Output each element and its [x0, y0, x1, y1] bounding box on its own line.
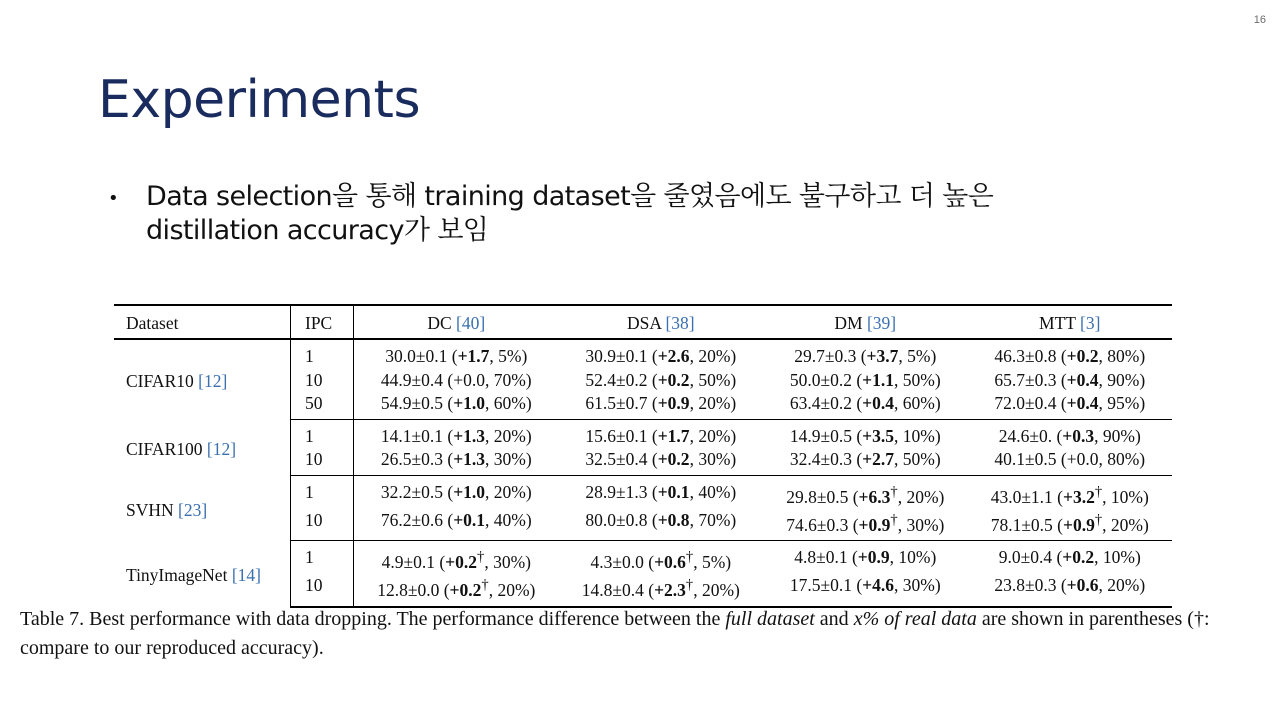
dataset-cell [114, 541, 291, 607]
table-body [114, 339, 1172, 607]
result-cell: 15.6±0.1 (+1.7, 20%) [585, 425, 737, 446]
header-ipc: IPC [291, 305, 354, 339]
page-number: 16 [1253, 14, 1266, 26]
result-cell: 23.8±0.3 (+0.6, 20%) [968, 574, 1172, 606]
results-table-figure [114, 304, 1172, 608]
result-cell: 14.1±0.1 (+1.3, 20%) [380, 425, 532, 446]
table-caption: Table 7. Best performance with data dropping. The performance difference between the full dataset and x% of real data are shown in parentheses (†: compare to our reproduced accuracy). [20, 608, 1210, 659]
result-cell: 9.0±0.4 (+0.2, 10%) [998, 547, 1141, 568]
table-row [114, 475, 1172, 509]
improvement-value: +1.3 [453, 449, 486, 469]
improvement-value: +0.0 [453, 369, 485, 390]
improvement-value: +3.2 [1063, 486, 1095, 507]
result-cell: 46.3±0.8 (+0.2, 80%) [994, 346, 1146, 366]
improvement-value: +3.5 [862, 425, 895, 446]
ipc-cell: 1 [291, 475, 354, 509]
table-row [114, 541, 1172, 575]
dagger-mark: † [1094, 483, 1103, 500]
result-cell: 30.0±0.1 (+1.7, 5%) [385, 346, 528, 366]
dataset-ref: [12] [198, 371, 228, 392]
result-cell: 44.9±0.4 (+0.0, 70%) [380, 369, 532, 390]
improvement-value: +2.6 [657, 346, 690, 366]
bullet-dot-icon: • [108, 188, 119, 209]
ipc-cell: 1 [291, 541, 354, 575]
result-cell: 4.9±0.1 (+0.2†, 30%) [381, 549, 531, 572]
result-cell: 76.2±0.6 (+0.1, 40%) [354, 509, 559, 541]
dataset-name: SVHN [126, 499, 174, 520]
dataset-name: TinyImageNet [126, 565, 228, 586]
improvement-value: +0.9 [657, 393, 690, 413]
ipc-cell: 10 [291, 574, 354, 606]
improvement-value: +2.7 [862, 449, 895, 469]
ipc-cell: 1 [291, 339, 354, 369]
result-cell: 50.0±0.2 (+1.1, 50%) [789, 369, 941, 390]
dataset-ref: [14] [231, 565, 261, 586]
dataset-name: CIFAR10 [126, 371, 194, 392]
improvement-value: +0.2 [657, 369, 690, 390]
result-cell: 78.1±0.5 (+0.9†, 20%) [968, 509, 1172, 541]
improvement-value: +1.3 [453, 425, 486, 446]
result-cell: 61.5±0.7 (+0.9, 20%) [559, 392, 763, 419]
improvement-value: +1.0 [453, 393, 486, 413]
improvement-value: +0.4 [1066, 369, 1099, 390]
header-dataset: Dataset [114, 305, 291, 339]
header-method-mtt: MTT [3] [968, 305, 1172, 339]
improvement-value: +0.8 [657, 509, 690, 530]
result-cell: 80.0±0.8 (+0.8, 70%) [559, 509, 763, 541]
result-cell: 4.8±0.1 (+0.9, 10%) [794, 547, 937, 568]
result-cell: 26.5±0.3 (+1.3, 30%) [354, 448, 559, 475]
improvement-value: +1.0 [453, 481, 486, 502]
improvement-value: +0.2 [1066, 346, 1099, 366]
header-method-dsa: DSA [38] [559, 305, 763, 339]
result-cell: 65.7±0.3 (+0.4, 90%) [994, 369, 1146, 390]
improvement-value: +1.7 [657, 425, 690, 446]
result-cell: 29.7±0.3 (+3.7, 5%) [794, 346, 937, 366]
improvement-value: +0.2 [449, 580, 482, 601]
result-cell: 32.2±0.5 (+1.0, 20%) [380, 481, 532, 502]
ipc-cell: 50 [291, 392, 354, 419]
table-header-row [114, 305, 1172, 339]
dataset-cell [114, 339, 291, 419]
result-cell: 12.8±0.0 (+0.2†, 20%) [354, 574, 559, 606]
dagger-mark: † [1094, 511, 1103, 528]
improvement-value: +1.7 [457, 346, 490, 366]
header-method-dc: DC [40] [354, 305, 559, 339]
result-cell: 14.9±0.5 (+3.5, 10%) [789, 425, 941, 446]
result-cell: 72.0±0.4 (+0.4, 95%) [968, 392, 1172, 419]
result-cell: 14.8±0.4 (+2.3†, 20%) [559, 574, 763, 606]
improvement-value: +6.3 [858, 486, 891, 507]
dagger-mark: † [890, 483, 898, 500]
improvement-value: +0.1 [453, 509, 486, 530]
result-cell: 29.8±0.5 (+6.3†, 20%) [786, 483, 945, 507]
result-cell: 17.5±0.1 (+4.6, 30%) [763, 574, 967, 606]
result-cell: 54.9±0.5 (+1.0, 60%) [354, 392, 559, 419]
result-cell: 24.6±0. (+0.3, 90%) [998, 425, 1141, 446]
improvement-value: +1.1 [862, 369, 895, 390]
bullet-text: Data selection을 통해 training dataset을 줄였음에도 불구하고 더 높은 distillation accuracy가 보임 [146, 181, 994, 246]
dataset-cell [114, 475, 291, 541]
dagger-mark: † [890, 511, 898, 528]
dagger-mark: † [685, 549, 694, 566]
improvement-value: +0.1 [657, 481, 690, 502]
improvement-value: +0.9 [857, 547, 890, 568]
improvement-value: +0.9 [1063, 514, 1095, 535]
improvement-value: +0.4 [862, 393, 895, 413]
ipc-cell: 10 [291, 509, 354, 541]
results-table [114, 304, 1172, 608]
bullet-item [108, 180, 1108, 248]
result-cell: 43.0±1.1 (+3.2†, 10%) [990, 483, 1149, 507]
ipc-cell: 10 [291, 369, 354, 393]
result-cell: 30.9±0.1 (+2.6, 20%) [585, 346, 737, 366]
improvement-value: +3.7 [866, 346, 899, 366]
result-cell: 63.4±0.2 (+0.4, 60%) [763, 392, 967, 419]
improvement-value: +0.6 [1066, 575, 1099, 596]
improvement-value: +0.3 [1062, 425, 1095, 446]
result-cell: 4.3±0.0 (+0.6†, 5%) [590, 549, 732, 572]
table-row [114, 339, 1172, 369]
table-row [114, 419, 1172, 448]
dataset-ref: [12] [206, 438, 237, 459]
slide-title: Experiments [98, 70, 421, 130]
dataset-name: CIFAR100 [126, 438, 203, 459]
result-cell: 40.1±0.5 (+0.0, 80%) [968, 448, 1172, 475]
improvement-value: +0.2 [445, 551, 478, 572]
result-cell: 28.9±1.3 (+0.1, 40%) [585, 481, 737, 502]
result-cell: 52.4±0.2 (+0.2, 50%) [585, 369, 737, 390]
improvement-value: +0.2 [657, 449, 690, 469]
ipc-cell: 1 [291, 419, 354, 448]
bullet-list [108, 180, 1108, 248]
ipc-cell: 10 [291, 448, 354, 475]
dataset-ref: [23] [178, 499, 208, 520]
dagger-mark: † [685, 577, 694, 594]
dataset-cell [114, 419, 291, 475]
result-cell: 74.6±0.3 (+0.9†, 30%) [763, 509, 967, 541]
result-cell: 32.4±0.3 (+2.7, 50%) [763, 448, 967, 475]
improvement-value: +0.0 [1066, 449, 1099, 469]
improvement-value: +0.9 [858, 514, 891, 535]
improvement-value: +0.2 [1062, 547, 1095, 568]
result-cell: 32.5±0.4 (+0.2, 30%) [559, 448, 763, 475]
improvement-value: +0.6 [654, 551, 686, 572]
improvement-value: +0.4 [1066, 393, 1099, 413]
improvement-value: +2.3 [654, 580, 686, 601]
dagger-mark: † [481, 577, 489, 594]
dagger-mark: † [477, 549, 485, 566]
improvement-value: +4.6 [862, 575, 895, 596]
header-method-dm: DM [39] [763, 305, 967, 339]
